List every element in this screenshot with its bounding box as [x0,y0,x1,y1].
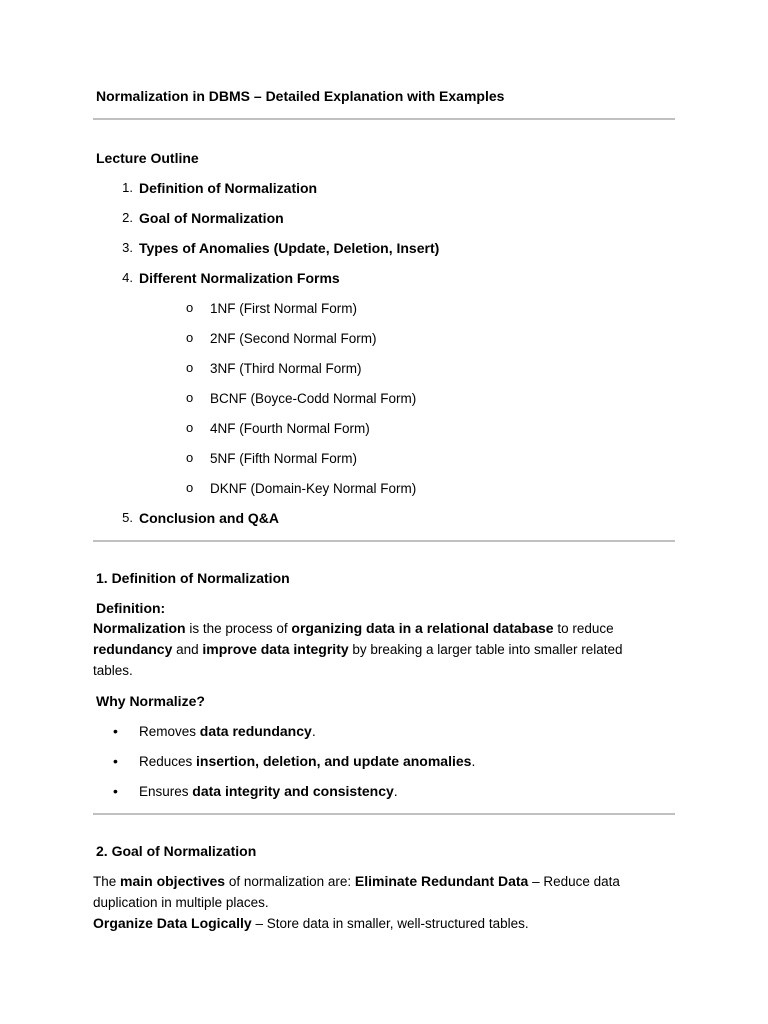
normal-form-item [163,388,675,408]
normal-forms-list [93,298,675,498]
definition-heading [93,598,675,618]
goal-text: – Store data in smaller, well-structured tables. [251,916,529,931]
circle-bullet-icon: o [186,330,194,345]
goal-emphasis: main objectives [120,873,226,889]
outline-item-number: 3. [122,240,133,255]
divider [93,813,675,815]
outline-heading [93,148,675,168]
why-normalize-list [93,721,675,801]
circle-bullet-icon: o [186,420,194,435]
definition-term: Normalization [93,620,186,636]
outline-item-number: 4. [122,270,133,285]
outline-heading-text: Lecture Outline [96,150,199,166]
bullet-emphasis: data integrity and consistency [192,783,394,799]
section1-heading-text: 1. Definition of Normalization [96,570,290,586]
bullet-icon: • [113,753,118,769]
bullet-emphasis: data redundancy [199,723,312,739]
outline-item [93,238,675,258]
why-normalize-heading [93,691,675,711]
normal-form-item [163,418,675,438]
goal-emphasis: Eliminate Redundant Data [354,873,529,889]
circle-bullet-icon: o [186,300,194,315]
divider [93,118,675,120]
bullet-emphasis: insertion, deletion, and update anomalies [196,753,472,769]
outline-item [93,178,675,198]
definition-emphasis: improve data integrity [202,641,349,657]
goal-emphasis: Organize Data Logically [93,915,252,931]
outline-item [93,268,675,498]
section2-heading [93,841,675,861]
normal-form-label: BCNF (Boyce-Codd Normal Form) [210,391,417,406]
definition-heading-text: Definition: [96,600,166,616]
outline-list [93,178,675,528]
definition-text: by breaking a larger table into smaller related tables. [93,642,623,678]
outline-item [93,508,675,528]
divider [93,540,675,542]
outline-item-label: Definition of Normalization [139,180,318,196]
definition-text: and [172,642,203,657]
normal-form-label: 5NF (Fifth Normal Form) [210,451,358,466]
normal-form-label: 2NF (Second Normal Form) [210,331,377,346]
goal-text: – Reduce data duplication in multiple places. [93,874,620,910]
normal-form-item [163,298,675,318]
document-content [93,86,675,934]
bullet-text: . [471,753,476,769]
circle-bullet-icon: o [186,450,194,465]
normal-form-item [163,328,675,348]
definition-paragraph [93,618,653,681]
normal-form-item [163,448,675,468]
document-title [93,86,675,106]
list-item [93,781,675,801]
outline-item-label: Goal of Normalization [139,210,284,226]
normal-form-item [163,358,675,378]
circle-bullet-icon: o [186,360,194,375]
outline-item-number: 5. [122,510,133,525]
definition-emphasis: redundancy [93,641,173,657]
outline-item-label: Conclusion and Q&A [139,510,279,526]
bullet-text: Ensures [139,784,193,799]
outline-item [93,208,675,228]
bullet-icon: • [113,723,118,739]
normal-form-label: 4NF (Fourth Normal Form) [210,421,370,436]
bullet-text: . [311,723,316,739]
outline-item-number: 2. [122,210,133,225]
normal-form-label: 1NF (First Normal Form) [210,301,357,316]
definition-emphasis: organizing data in a relational database [291,620,554,636]
outline-item-label: Different Normalization Forms [139,270,340,286]
bullet-icon: • [113,783,118,799]
normal-form-label: DKNF (Domain-Key Normal Form) [210,481,417,496]
section1-heading [93,568,675,588]
definition-text: is the process of [185,621,292,636]
bullet-text: Reduces [139,754,197,769]
goal-text: of normalization are: [225,874,355,889]
outline-item-label: Types of Anomalies (Update, Deletion, Insert) [139,240,440,256]
circle-bullet-icon: o [186,390,194,405]
goal-text: The [93,874,121,889]
definition-text: to reduce [553,621,614,636]
bullet-text: . [393,783,398,799]
circle-bullet-icon: o [186,480,194,495]
outline-item-number: 1. [122,180,133,195]
bullet-text: Removes [139,724,200,739]
normal-form-item [163,478,675,498]
normal-form-label: 3NF (Third Normal Form) [210,361,362,376]
document-title-text: Normalization in DBMS – Detailed Explanation with Examples [96,88,505,104]
list-item [93,751,675,771]
goal-paragraph [93,871,653,934]
section2-heading-text: 2. Goal of Normalization [96,843,257,859]
why-normalize-heading-text: Why Normalize? [96,693,205,709]
list-item [93,721,675,741]
